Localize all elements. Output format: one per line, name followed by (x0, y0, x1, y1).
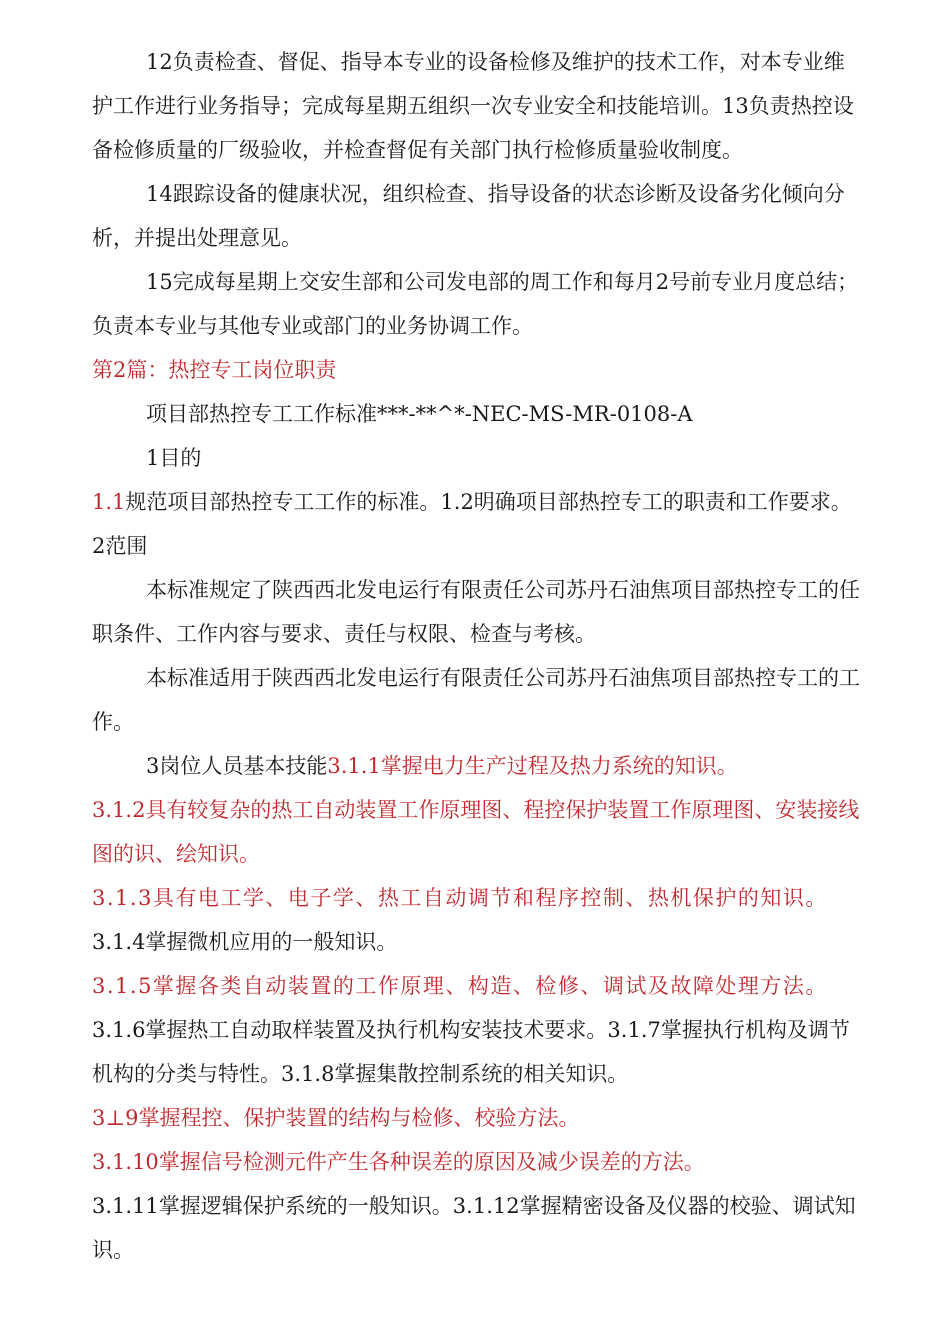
paragraph-1-1 (92, 480, 862, 568)
paragraph-3-1-9: 3⊥9掌握程控、保护装置的结构与检修、校验方法。 (92, 1106, 580, 1130)
heading-basic-skills: 3岗位人员基本技能 (146, 754, 328, 778)
standard-code-line: 项目部热控专工工作标准***-**^*-NEC-MS-MR-0108-A (146, 402, 693, 426)
paragraph-3-1-1 (92, 744, 862, 788)
paragraph-3-1-3: 3.1.3具有电工学、电子学、热工自动调节和程序控制、热机保护的知识。 (92, 886, 828, 910)
paragraph-scope-2: 本标准适用于陕西西北发电运行有限责任公司苏丹石油焦项目部热控专工的工作。 (92, 666, 860, 734)
paragraph-15: 15完成每星期上交安生部和公司发电部的周工作和每月2号前专业月度总结；负责本专业与其他专业或部门的业务协调工作。 (92, 270, 859, 338)
paragraph-12-13: 12负责检查、督促、指导本专业的设备检修及维护的技术工作，对本专业维护工作进行业务指导；完成每星期五组织一次专业安全和技能培训。13负责热控设备检修质量的厂级验收，并检查督促有关部门执行检修质量验收制度。 (92, 50, 854, 162)
paragraph-3-1-11-12: 3.1.11掌握逻辑保护系统的一般知识。3.1.12掌握精密设备及仪器的校验、调试知识。 (92, 1194, 856, 1262)
clause-3-1-1: 3.1.1掌握电力生产过程及热力系统的知识。 (327, 754, 738, 778)
document-page (92, 40, 862, 1272)
clause-text-1-1: 规范项目部热控专工工作的标准。1.2明确项目部热控专工的职责和工作要求。2范围 (92, 490, 852, 558)
paragraph-3-1-10: 3.1.10掌握信号检测元件产生各种误差的原因及减少误差的方法。 (92, 1150, 705, 1174)
clause-number-1-1: 1.1 (92, 490, 126, 514)
paragraph-3-1-2: 3.1.2具有较复杂的热工自动装置工作原理图、程控保护装置工作原理图、安装接线图的识、绘知识。 (92, 798, 860, 866)
paragraph-14: 14跟踪设备的健康状况，组织检查、指导设备的状态诊断及设备劣化倾向分析，并提出处理意见。 (92, 182, 845, 250)
section-title: 第2篇：热控专工岗位职责 (92, 358, 337, 382)
paragraph-scope-1: 本标准规定了陕西西北发电运行有限责任公司苏丹石油焦项目部热控专工的任职条件、工作内容与要求、责任与权限、检查与考核。 (92, 578, 860, 646)
paragraph-3-1-5: 3.1.5掌握各类自动装置的工作原理、构造、检修、调试及故障处理方法。 (92, 974, 828, 998)
paragraph-3-1-6-to-8: 3.1.6掌握热工自动取样装置及执行机构安装技术要求。3.1.7掌握执行机构及调节机构的分类与特性。3.1.8掌握集散控制系统的相关知识。 (92, 1018, 850, 1086)
paragraph-3-1-4: 3.1.4掌握微机应用的一般知识。 (92, 930, 398, 954)
heading-purpose: 1目的 (146, 446, 202, 470)
